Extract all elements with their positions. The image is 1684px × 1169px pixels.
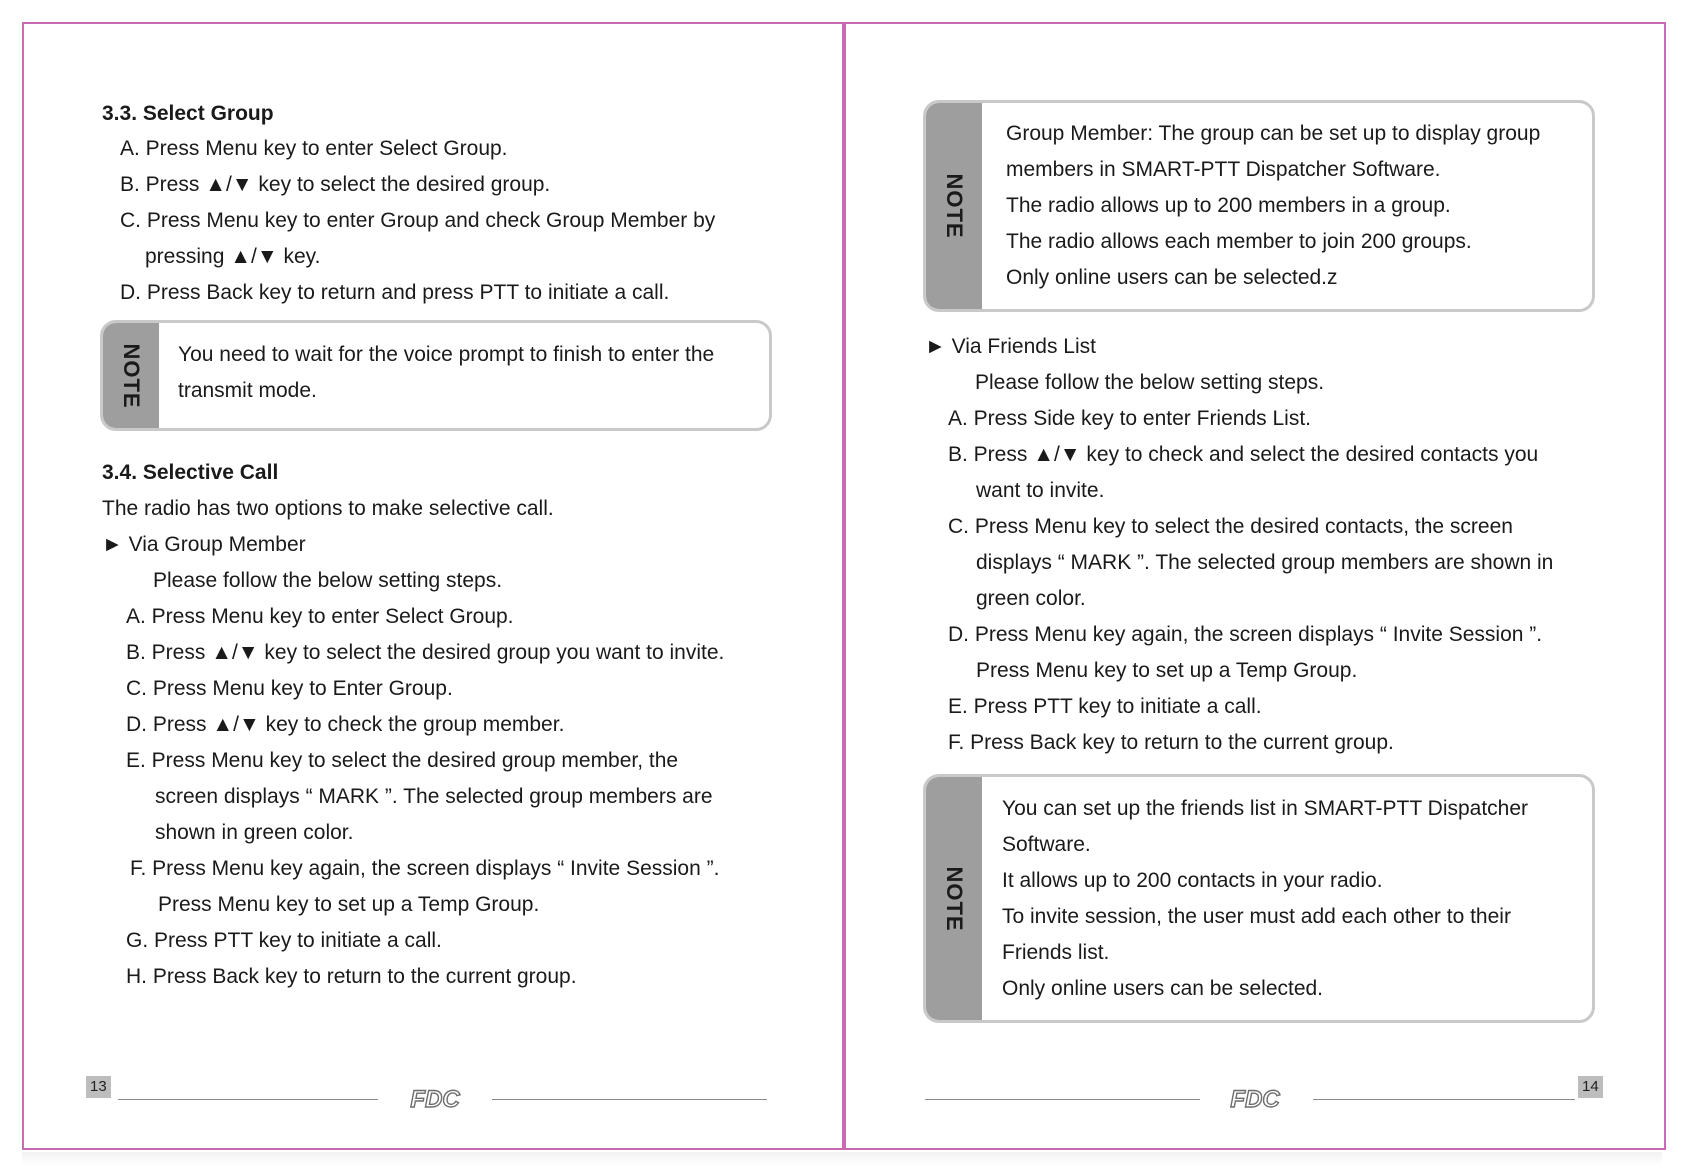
- logo-text: FDC: [1230, 1086, 1280, 1112]
- note-line: Only online users can be selected.: [1002, 977, 1324, 1000]
- step-line: C. Press Menu key to enter Group and check Group Member by: [120, 209, 716, 232]
- page-number: 13: [86, 1076, 111, 1098]
- step-line: shown in green color.: [155, 821, 354, 844]
- page-bottom-shadow: [22, 1152, 1662, 1166]
- step-line: screen displays “ MARK ”. The selected group members are: [155, 785, 713, 808]
- note-line: Only online users can be selected.z: [1006, 266, 1338, 289]
- step-line: Press Menu key to set up a Temp Group.: [976, 659, 1358, 682]
- step-line: B. Press ▲/▼ key to check and select the desired contacts you: [948, 443, 1539, 466]
- section-3-4-title: 3.4. Selective Call: [102, 461, 279, 484]
- step-line: green color.: [976, 587, 1086, 610]
- step-line: E. Press Menu key to select the desired group member, the: [126, 749, 679, 772]
- note-line: Friends list.: [1002, 941, 1110, 964]
- note-box-friends-list: [923, 774, 1595, 1023]
- note-line: It allows up to 200 contacts in your radio.: [1002, 869, 1383, 892]
- step-line: Press Menu key to set up a Temp Group.: [158, 893, 540, 916]
- logo-text: FDC: [410, 1086, 460, 1112]
- step-line: A. Press Side key to enter Friends List.: [948, 407, 1311, 430]
- footer-rule: [1313, 1099, 1575, 1100]
- note-line: You can set up the friends list in SMART-PTT Dispatcher: [1002, 797, 1529, 820]
- note-box-group-member: [923, 100, 1595, 312]
- step-line: C. Press Menu key to Enter Group.: [126, 677, 453, 700]
- step-line: B. Press ▲/▼ key to select the desired group.: [120, 173, 551, 196]
- note-line: members in SMART-PTT Dispatcher Software.: [1006, 158, 1441, 181]
- follow-steps-text: Please follow the below setting steps.: [153, 569, 503, 592]
- note-line: The radio allows each member to join 200 groups.: [1006, 230, 1472, 253]
- note-line: To invite session, the user must add each other to their: [1002, 905, 1511, 928]
- follow-steps-text: Please follow the below setting steps.: [975, 371, 1325, 394]
- footer-rule: [118, 1099, 378, 1100]
- step-line: displays “ MARK ”. The selected group members are shown in: [976, 551, 1554, 574]
- fdc-logo: [1205, 1086, 1305, 1112]
- step-line: want to invite.: [976, 479, 1105, 502]
- note-tab: [926, 777, 982, 1020]
- note-label: NOTE: [942, 173, 967, 239]
- option-via-friends-list: ► Via Friends List: [925, 335, 1096, 358]
- note-line: The radio allows up to 200 members in a group.: [1006, 194, 1451, 217]
- footer-rule: [492, 1099, 767, 1100]
- step-line: F. Press Menu key again, the screen displays “ Invite Session ”.: [130, 857, 720, 880]
- note-tab: [103, 323, 159, 428]
- step-line: pressing ▲/▼ key.: [145, 245, 321, 268]
- step-line: D. Press ▲/▼ key to check the group member.: [126, 713, 565, 736]
- step-line: E. Press PTT key to initiate a call.: [948, 695, 1262, 718]
- note-line: transmit mode.: [178, 379, 317, 402]
- step-line: C. Press Menu key to select the desired contacts, the screen: [948, 515, 1513, 538]
- note-box-voice-prompt: [100, 320, 772, 431]
- page-number: 14: [1578, 1076, 1603, 1098]
- step-line: A. Press Menu key to enter Select Group.: [120, 137, 508, 160]
- note-tab: [926, 103, 982, 309]
- note-line: You need to wait for the voice prompt to finish to enter the: [178, 343, 715, 366]
- fdc-logo: [385, 1086, 485, 1112]
- step-line: F. Press Back key to return to the current group.: [948, 731, 1394, 754]
- step-line: A. Press Menu key to enter Select Group.: [126, 605, 514, 628]
- footer-rule: [925, 1099, 1200, 1100]
- note-line: Group Member: The group can be set up to display group: [1006, 122, 1541, 145]
- step-line: D. Press Menu key again, the screen displays “ Invite Session ”.: [948, 623, 1543, 646]
- note-label: NOTE: [942, 865, 967, 932]
- step-line: H. Press Back key to return to the current group.: [126, 965, 577, 988]
- option-via-group-member: ► Via Group Member: [102, 533, 306, 556]
- step-line: G. Press PTT key to initiate a call.: [126, 929, 442, 952]
- step-line: B. Press ▲/▼ key to select the desired group you want to invite.: [126, 641, 725, 664]
- note-label: NOTE: [119, 342, 144, 409]
- step-line: D. Press Back key to return and press PTT to initiate a call.: [120, 281, 670, 304]
- section-3-3-title: 3.3. Select Group: [102, 102, 274, 125]
- note-line: Software.: [1002, 833, 1091, 856]
- intro-text: The radio has two options to make selective call.: [102, 497, 554, 520]
